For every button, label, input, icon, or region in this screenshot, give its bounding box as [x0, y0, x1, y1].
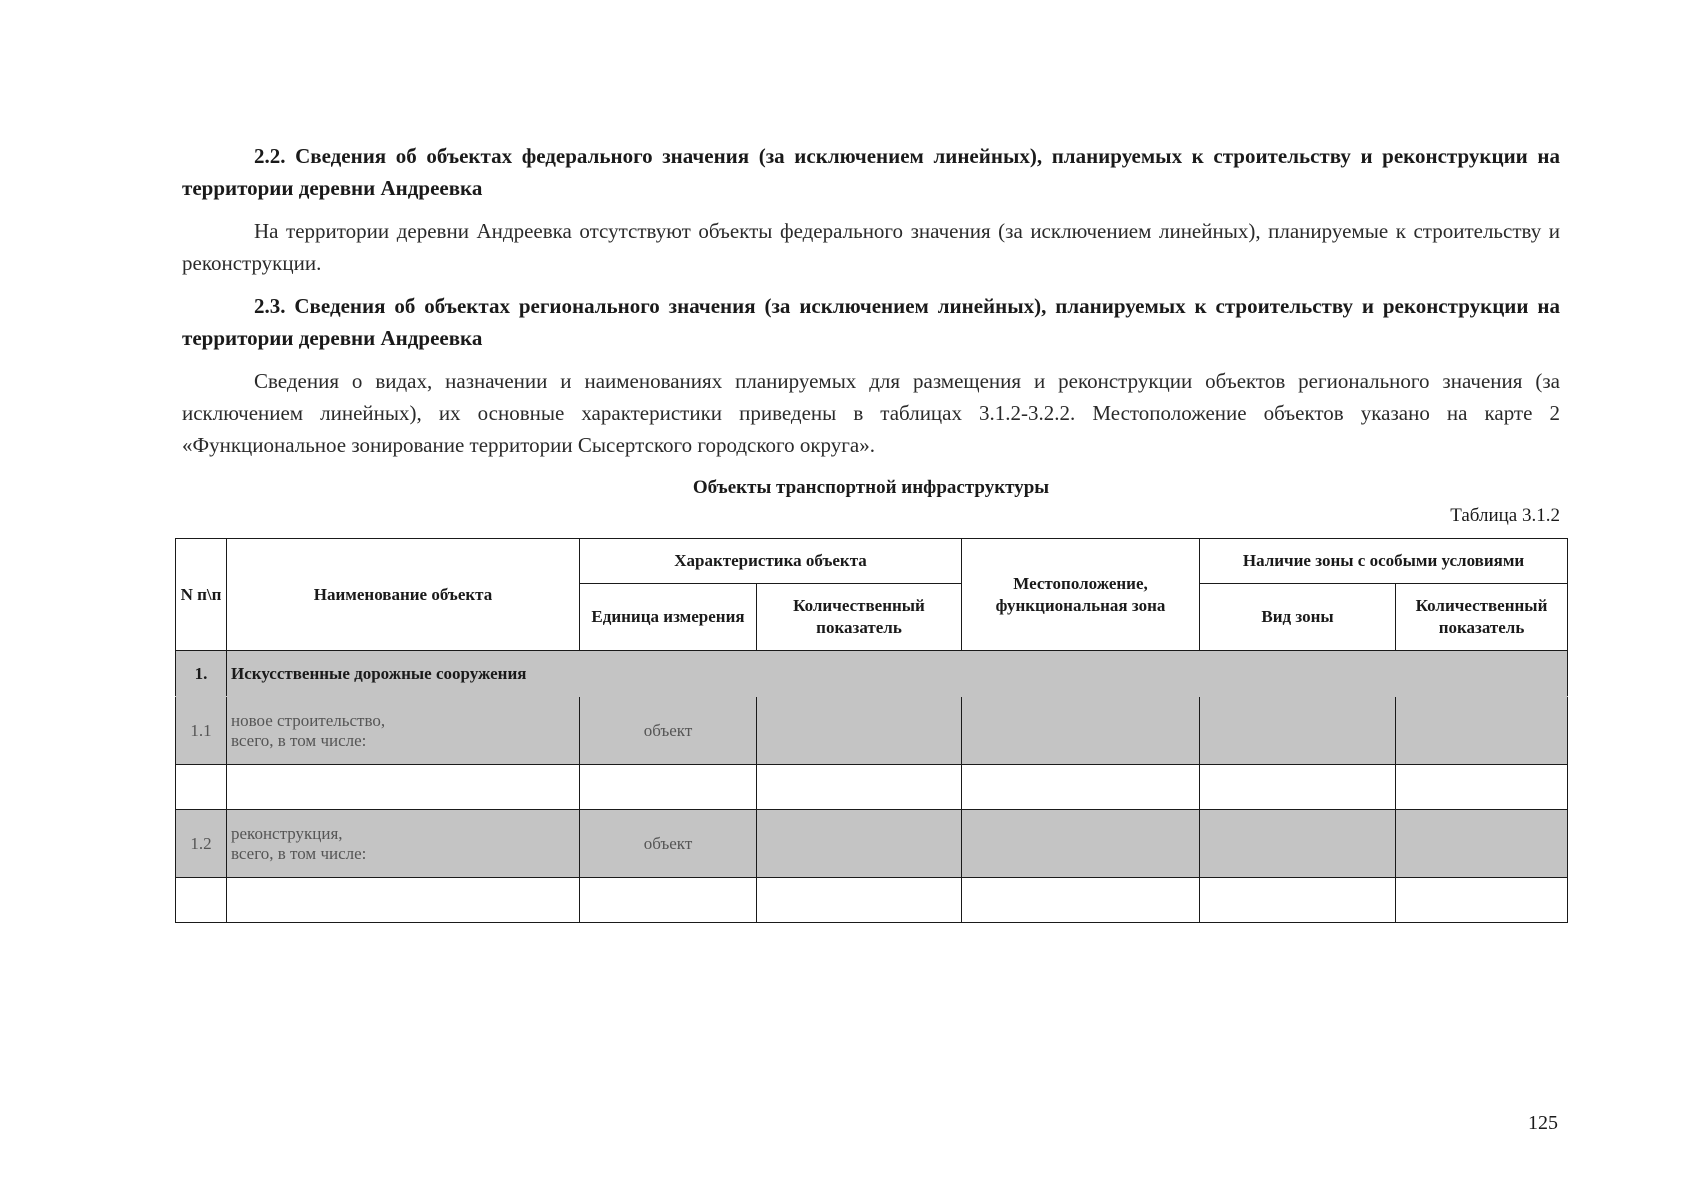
empty-cell: [580, 765, 757, 810]
header-zone-type: Вид зоны: [1200, 584, 1396, 651]
document-body: [182, 140, 1560, 529]
empty-cell: [1396, 878, 1568, 923]
row-name: [227, 810, 580, 878]
header-characteristic: Характеристика объекта: [580, 539, 962, 584]
row-name-line: всего, в том числе:: [231, 730, 367, 750]
table-title: Объекты транспортной инфраструктуры: [692, 477, 1050, 498]
row-num: 1.: [176, 651, 227, 697]
table-row: [176, 810, 1568, 878]
empty-cell: [176, 765, 227, 810]
row-unit: объект: [580, 810, 757, 878]
empty-cell: [757, 878, 962, 923]
empty-cell: [227, 878, 580, 923]
table-row: [176, 651, 1568, 697]
row-quantity: [757, 810, 962, 878]
section-heading-2-3: 2.3. Сведения об объектах регионального значения (за исключением линейных), планируемых к строительству и реконструкции на территории деревни Андреевка: [182, 294, 1560, 350]
row-zone-quantity: [1396, 697, 1568, 765]
row-name-line: всего, в том числе:: [231, 843, 367, 863]
empty-cell: [1200, 878, 1396, 923]
table-row: [176, 697, 1568, 765]
row-zone-type: [1200, 697, 1396, 765]
header-zone-presence: Наличие зоны с особыми условиями: [1200, 539, 1568, 584]
row-num: 1.2: [176, 810, 227, 878]
section-text-2-3: Сведения о видах, назначении и наименованиях планируемых для размещения и реконструкции объектов регионального значения (за исключением линейных), их основные характеристики приведены в таблицах 3.1.2-3.2.2. Местоположение объектов указано на карте 2 «Функциональное зонирование территории Сысертского городского округа».: [182, 369, 1560, 457]
empty-cell: [227, 765, 580, 810]
section-text-2-2: На территории деревни Андреевка отсутствуют объекты федерального значения (за исключением линейных), планируемые к строительству и реконструкции.: [182, 219, 1560, 275]
header-name: Наименование объекта: [227, 539, 580, 651]
empty-cell: [580, 878, 757, 923]
header-location: Местоположение, функциональная зона: [962, 539, 1200, 651]
header-quantity: Количественный показатель: [757, 584, 962, 651]
empty-cell: [1396, 765, 1568, 810]
row-unit: объект: [580, 697, 757, 765]
row-zone-type: [1200, 810, 1396, 878]
section-heading-2-2: 2.2. Сведения об объектах федерального значения (за исключением линейных), планируемых к строительству и реконструкции на территории деревни Андреевка: [182, 144, 1560, 200]
row-name-line: реконструкция,: [231, 823, 343, 843]
page-number: 125: [1528, 1112, 1558, 1134]
empty-cell: [757, 765, 962, 810]
row-zone-quantity: [1396, 810, 1568, 878]
row-location: [962, 697, 1200, 765]
row-name-line: новое строительство,: [231, 710, 386, 730]
table-row: [176, 765, 1568, 810]
row-quantity: [757, 697, 962, 765]
empty-cell: [962, 878, 1200, 923]
empty-cell: [962, 765, 1200, 810]
row-name: Искусственные дорожные сооружения: [227, 651, 1568, 697]
row-num: 1.1: [176, 697, 227, 765]
empty-cell: [1200, 765, 1396, 810]
table-number: Таблица 3.1.2: [1450, 505, 1560, 526]
empty-cell: [176, 878, 227, 923]
header-unit: Единица измерения: [580, 584, 757, 651]
table-row: [176, 878, 1568, 923]
row-location: [962, 810, 1200, 878]
header-num: N п\п: [176, 539, 227, 651]
transport-infrastructure-table: [175, 538, 1568, 923]
row-name: [227, 697, 580, 765]
header-zone-quantity: Количественный показатель: [1396, 584, 1568, 651]
